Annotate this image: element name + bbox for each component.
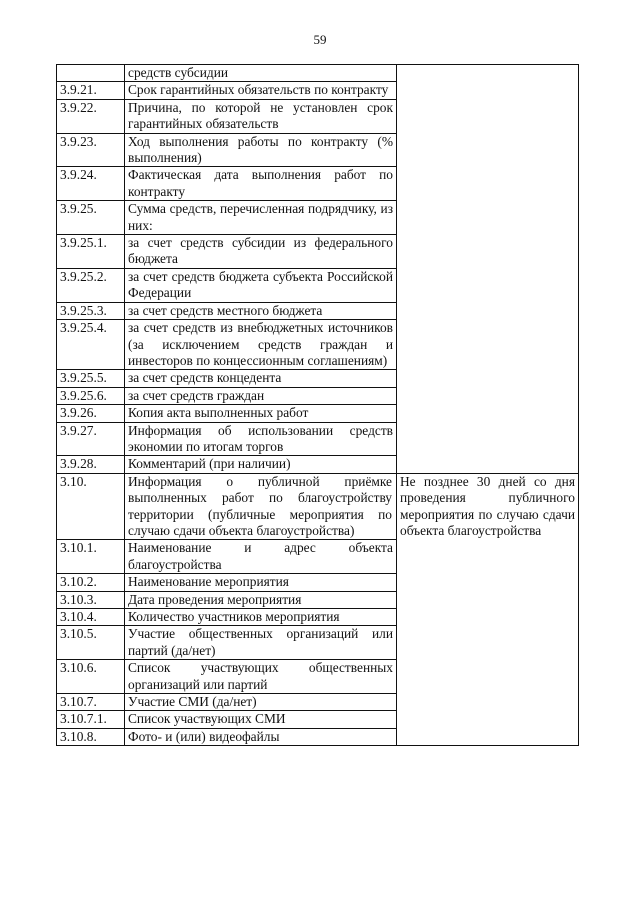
- row-number: 3.9.25.1.: [57, 235, 125, 269]
- row-number: 3.10.7.: [57, 694, 125, 711]
- row-description: Срок гарантийных обязательств по контракту: [125, 82, 397, 99]
- row-number: 3.9.21.: [57, 82, 125, 99]
- row-description: Фото- и (или) видеофайлы: [125, 728, 397, 745]
- row-description: Ход выполнения работы по контракту (% выполнения): [125, 133, 397, 167]
- row-description: Комментарий (при наличии): [125, 456, 397, 473]
- row-number: 3.10.2.: [57, 574, 125, 591]
- row-description: за счет средств местного бюджета: [125, 302, 397, 319]
- row-description: Количество участников мероприятия: [125, 609, 397, 626]
- row-number: 3.9.22.: [57, 99, 125, 133]
- row-number: 3.10.6.: [57, 660, 125, 694]
- row-description: за счет средств концедента: [125, 370, 397, 387]
- row-number: 3.10.5.: [57, 626, 125, 660]
- row-description: Сумма средств, перечисленная подрядчику, из них:: [125, 201, 397, 235]
- row-description: Участие СМИ (да/нет): [125, 694, 397, 711]
- row-number: 3.9.27.: [57, 422, 125, 456]
- row-number: 3.9.25.4.: [57, 320, 125, 370]
- row-number: 3.10.4.: [57, 609, 125, 626]
- page-number: 59: [313, 32, 327, 47]
- row-description: Дата проведения мероприятия: [125, 591, 397, 608]
- data-table: [56, 64, 579, 746]
- row-description: за счет средств субсидии из федерального бюджета: [125, 235, 397, 269]
- row-number: 3.9.25.6.: [57, 387, 125, 404]
- table-row: [57, 65, 579, 82]
- row-number: 3.9.24.: [57, 167, 125, 201]
- row-description: Информация об использовании средств экономии по итогам торгов: [125, 422, 397, 456]
- row-number: 3.9.25.2.: [57, 268, 125, 302]
- row-description: за счет средств граждан: [125, 387, 397, 404]
- row-number: 3.9.25.3.: [57, 302, 125, 319]
- row-number: 3.9.23.: [57, 133, 125, 167]
- deadline-note: Не позднее 30 дней со дня проведения публичного мероприятия по случаю сдачи объекта благоустройства: [397, 473, 579, 746]
- row-number: 3.10.7.1.: [57, 711, 125, 728]
- row-description: средств субсидии: [125, 65, 397, 82]
- row-description: Причина, по которой не установлен срок гарантийных обязательств: [125, 99, 397, 133]
- row-number: 3.10.3.: [57, 591, 125, 608]
- row-description: за счет средств из внебюджетных источников (за исключением средств граждан и инвесторов по концессионным соглашениям): [125, 320, 397, 370]
- row-description: Копия акта выполненных работ: [125, 405, 397, 422]
- row-description: за счет средств бюджета субъекта Российской Федерации: [125, 268, 397, 302]
- row-description: Наименование и адрес объекта благоустройства: [125, 540, 397, 574]
- row-number: 3.9.28.: [57, 456, 125, 473]
- row-number: 3.9.26.: [57, 405, 125, 422]
- row-number: 3.9.25.: [57, 201, 125, 235]
- row-description: Фактическая дата выполнения работ по контракту: [125, 167, 397, 201]
- row-number: [57, 65, 125, 82]
- row-description: Участие общественных организаций или партий (да/нет): [125, 626, 397, 660]
- row-description: Список участвующих общественных организаций или партий: [125, 660, 397, 694]
- table-row: [57, 473, 579, 540]
- row-description: Наименование мероприятия: [125, 574, 397, 591]
- row-number: 3.10.1.: [57, 540, 125, 574]
- row-number: 3.10.8.: [57, 728, 125, 745]
- row-description: Список участвующих СМИ: [125, 711, 397, 728]
- deadline-cell-empty: [397, 65, 579, 474]
- row-description: Информация о публичной приёмке выполненных работ по благоустройству территории (публичные мероприятия по случаю сдачи объекта благоустройства): [125, 473, 397, 540]
- row-number: 3.10.: [57, 473, 125, 540]
- row-number: 3.9.25.5.: [57, 370, 125, 387]
